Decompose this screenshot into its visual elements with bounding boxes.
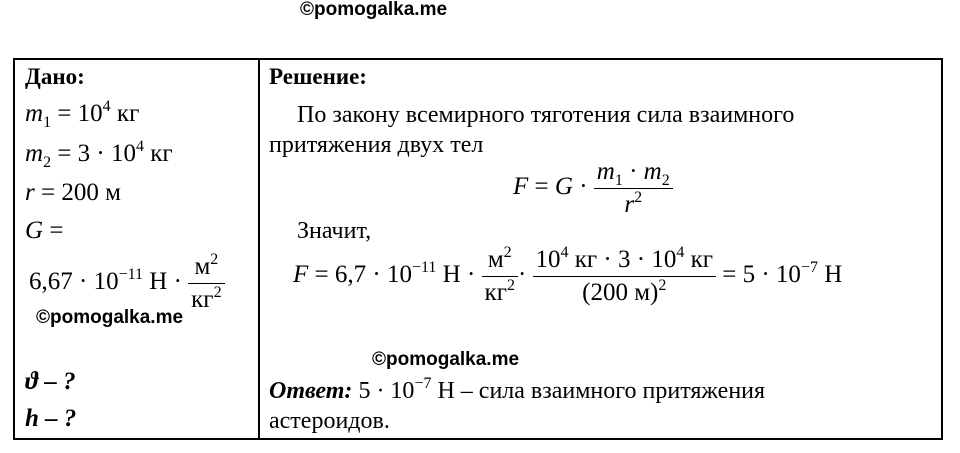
unit-fraction: $\frac{м^2}{кг^2}$ [482, 246, 518, 307]
watermark-left: ©pomogalka.me [36, 307, 184, 328]
solution-heading: Решение: [269, 64, 367, 89]
given-heading: Дано: [25, 64, 85, 89]
solution-line2: притяжения двух тел [269, 132, 484, 158]
gravitation-fraction: $\frac{m_1 \cdot m_2}{r^2}$ [594, 158, 673, 219]
g-unit-fraction: $\frac{м^2}{кг^2}$ [188, 253, 224, 314]
given-m1: $m_1 = 10^4$ кг [25, 98, 140, 131]
solution-line1: По закону всемирного тяготения сила взаимного [297, 102, 795, 128]
solution-table [13, 58, 943, 440]
answer-line2: астероидов. [269, 408, 390, 434]
given-m2: $m_2 = 3 \cdot 10^4$ кг [25, 138, 173, 171]
given-g-label: G = [25, 217, 64, 244]
gravitation-formula: F = G · $\frac{m_1 \cdot m_2}{r^2}$ [513, 158, 673, 219]
mass-distance-fraction: $\frac{10^4 кг \cdot 3 \cdot 10^4 кг}{(200 м)^2}$ [533, 246, 716, 307]
calculation-formula: $F = 6,7 \cdot 10^{-11}$ Н · $\frac{м^2}{кг^2}$ · $\frac{10^4 кг \cdot 3 \cdot 10^4 кг}{(200 м)^2}$ = $5 \cdot 10^{-7}$ Н [293, 244, 843, 306]
watermark-top: ©pomogalka.me [300, 0, 448, 20]
znachit-text: Значит, [297, 218, 372, 244]
column-divider [258, 60, 260, 438]
given-g-value: $6,67 \cdot 10^{-11}$ Н · $\frac{м^2}{кг^2}$ [29, 253, 225, 314]
answer-line1: Ответ: $5 \cdot 10^{-7}$ Н – сила взаимного притяжения [269, 375, 766, 404]
watermark-center: ©pomogalka.me [372, 349, 520, 370]
unknown-velocity: ϑ – ? [25, 368, 76, 395]
unknown-height: h – ? [25, 405, 77, 432]
given-r: r = 200 м [25, 179, 121, 206]
